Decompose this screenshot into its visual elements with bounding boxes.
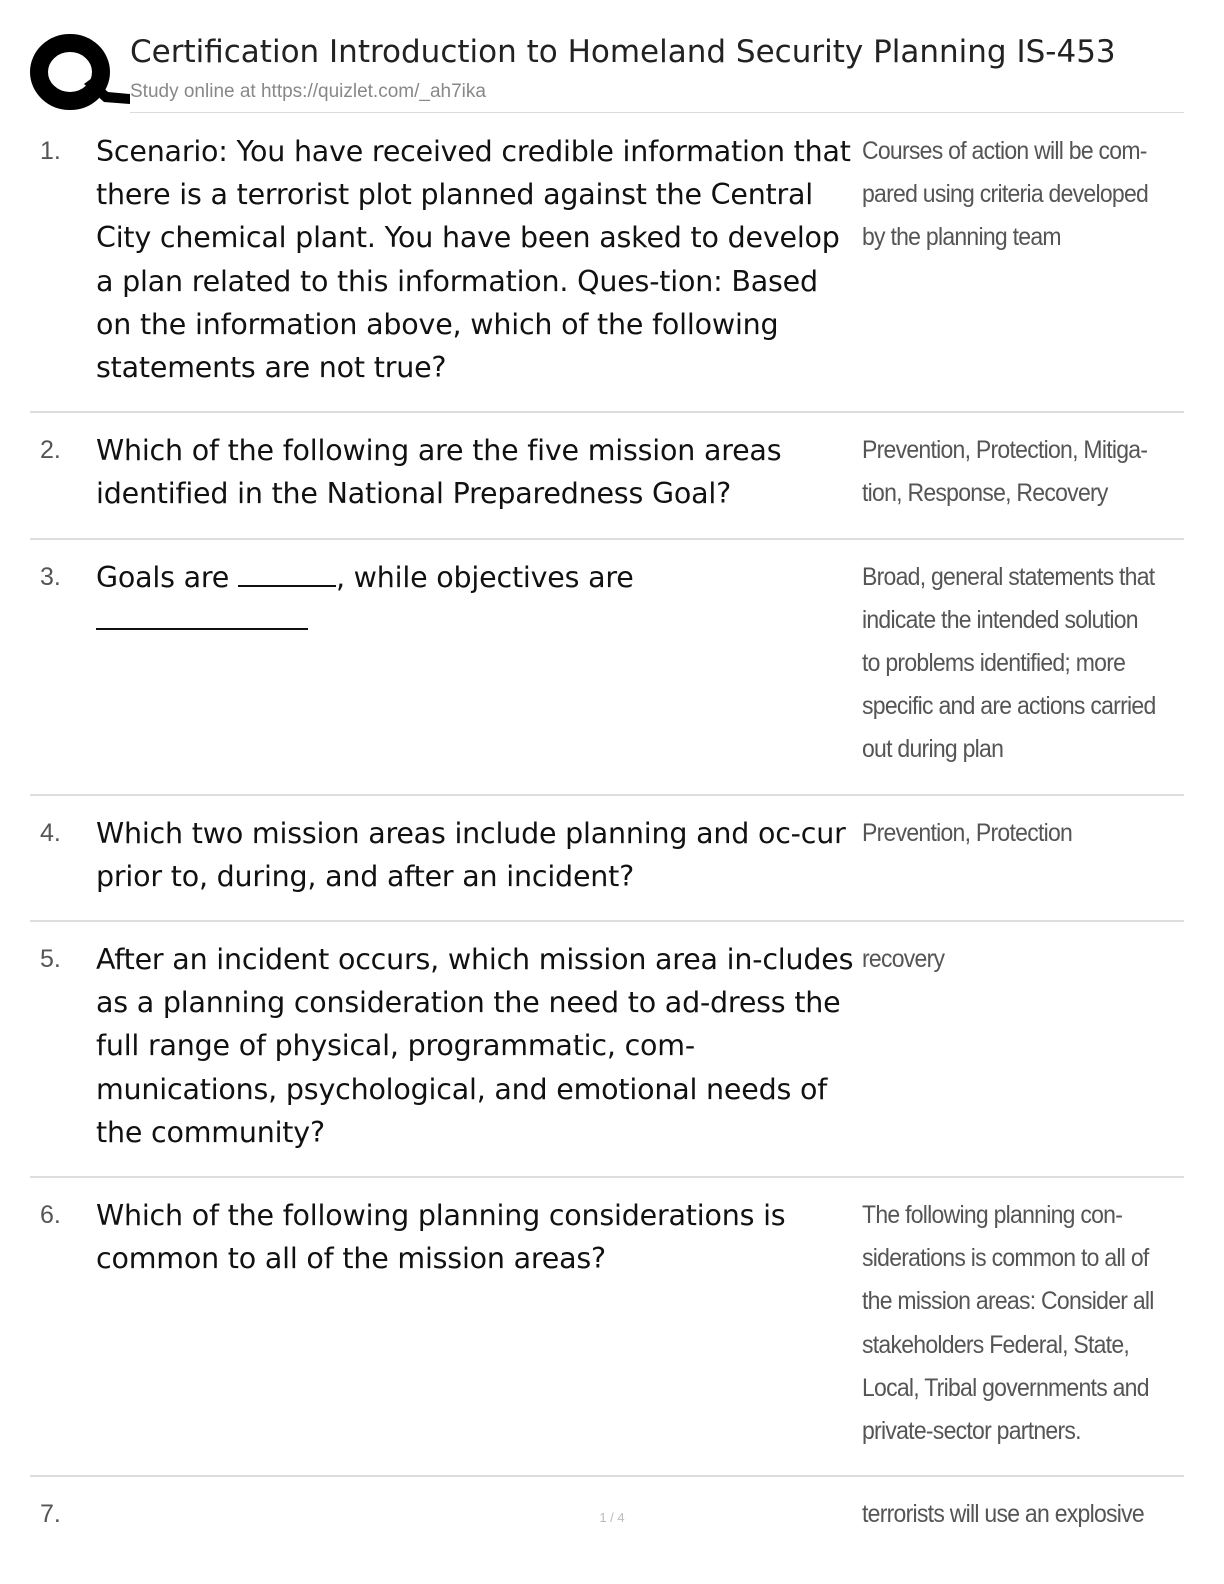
- flashcard-row: [30, 796, 1184, 922]
- quizlet-q-logo-icon: [30, 32, 130, 112]
- card-term: Which of the following are the five mission areas identified in the National Preparedness Goal?: [96, 434, 782, 511]
- flashcard-row: [30, 413, 1184, 539]
- card-number: 2.: [40, 436, 61, 465]
- term-text-part: Goals are: [96, 560, 230, 594]
- header-divider: [130, 112, 1184, 113]
- fill-in-blank: [238, 584, 336, 587]
- document-title: Certification Introduction to Homeland Security Planning IS-453: [130, 34, 1116, 70]
- study-online-link[interactable]: Study online at https://quizlet.com/_ah7ika: [130, 81, 486, 102]
- card-number: 1.: [40, 137, 61, 165]
- card-number: 7.: [40, 1500, 61, 1529]
- card-definition: The following planning con-siderations is common to all of the mission areas: Consider all stakeholders Federal, State, Local, Tribal governments and private-sector partners.: [862, 1201, 1154, 1446]
- page-header: [30, 26, 1184, 114]
- page-number: 1 / 4: [599, 1510, 625, 1525]
- fill-in-blank: [96, 627, 308, 630]
- card-number: 5.: [40, 945, 61, 974]
- card-definition: Broad, general statements that indicate the intended solution to problems identified; more specific and are actions carried out during plan: [862, 562, 1156, 764]
- card-definition: Prevention, Protection: [862, 818, 1073, 847]
- term-text-part: , while objectives are: [335, 560, 634, 594]
- flashcard-row: [30, 114, 1184, 413]
- card-term: After an incident occurs, which mission area in-cludes as a planning consideration the need to ad-dress the full range of physical, programmatic, com-munications, psychological, and emotional needs of the community?: [96, 943, 854, 1149]
- card-definition: terrorists will use an explosive: [862, 1500, 1144, 1529]
- flashcard-list: [30, 114, 1184, 1558]
- card-number: 6.: [40, 1201, 61, 1230]
- card-term: Which two mission areas include planning and oc-cur prior to, during, and after an incident?: [96, 816, 846, 893]
- card-term: [96, 556, 856, 772]
- flashcard-row: [30, 540, 1184, 796]
- card-definition: Prevention, Protection, Mitiga-tion, Response, Recovery: [862, 436, 1148, 508]
- card-number: 4.: [40, 818, 61, 847]
- card-definition: Courses of action will be com-pared using criteria developed by the planning team: [862, 137, 1149, 252]
- card-term: Scenario: You have received credible information that there is a terrorist plot planned against the Central City chemical plant. You have been asked to develop a plan related to this information. Ques-tion: Based on the information above, which of the following statements are not true?: [96, 135, 851, 385]
- card-term: Which of the following planning considerations is common to all of the mission areas?: [96, 1199, 786, 1276]
- card-number: 3.: [40, 562, 61, 591]
- card-definition: recovery: [862, 945, 945, 974]
- flashcard-row: [30, 922, 1184, 1178]
- flashcard-row: [30, 1178, 1184, 1477]
